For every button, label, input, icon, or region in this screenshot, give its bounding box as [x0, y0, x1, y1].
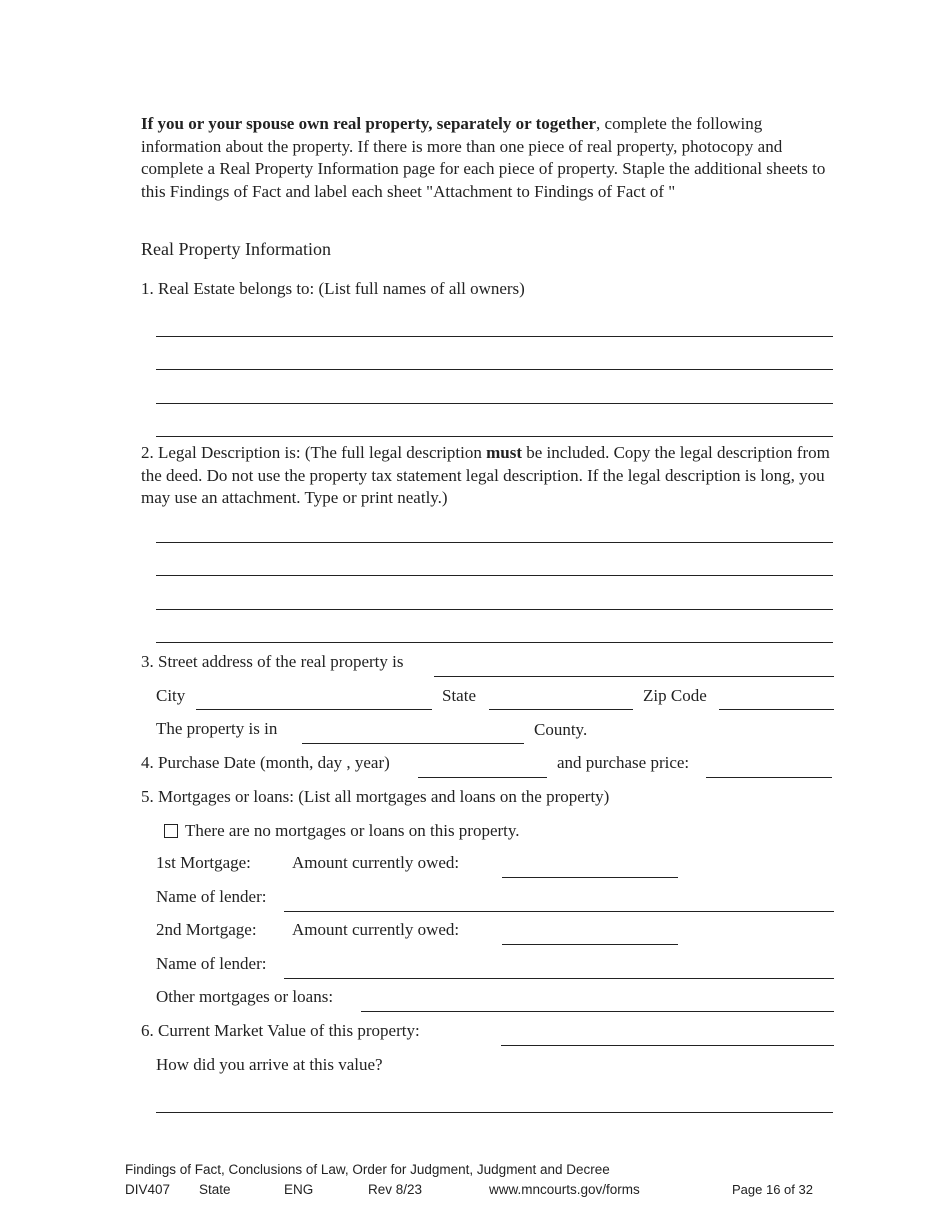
city-label: City	[156, 686, 186, 705]
legal-line-4[interactable]	[156, 642, 833, 643]
state-field[interactable]	[489, 709, 633, 710]
other-loans-field[interactable]	[361, 1011, 834, 1012]
first-lender-field[interactable]	[284, 911, 834, 912]
owners-line-1[interactable]	[156, 336, 833, 337]
footer-state: State	[199, 1182, 231, 1197]
q6-label: 6. Current Market Value of this property:	[141, 1021, 420, 1040]
valuation-method-field[interactable]	[156, 1112, 833, 1113]
second-mortgage-label: 2nd Mortgage:	[156, 920, 257, 939]
second-amount-owed-label: Amount currently owed:	[292, 920, 460, 939]
first-amount-owed-label: Amount currently owed:	[292, 853, 460, 872]
second-lender-field[interactable]	[284, 978, 834, 979]
q3-label: 3. Street address of the real property is	[141, 652, 404, 671]
owners-line-2[interactable]	[156, 369, 833, 370]
county-suffix-label: County.	[534, 720, 588, 739]
q2-text-before: 2. Legal Description is: (The full legal description	[141, 443, 487, 462]
legal-line-1[interactable]	[156, 542, 833, 543]
footer-url: www.mncourts.gov/forms	[489, 1182, 640, 1197]
legal-line-2[interactable]	[156, 575, 833, 576]
purchase-price-label: and purchase price:	[557, 753, 690, 772]
valuation-method-label: How did you arrive at this value?	[156, 1055, 383, 1074]
county-prefix-label: The property is in	[156, 719, 278, 738]
zip-label: Zip Code	[643, 686, 707, 705]
footer-revision: Rev 8/23	[368, 1182, 423, 1197]
q2-label	[141, 442, 831, 510]
footer-title: Findings of Fact, Conclusions of Law, Order for Judgment, Judgment and Decree	[125, 1162, 610, 1177]
no-mortgages-label: There are no mortgages or loans on this property.	[185, 821, 520, 840]
q5-label: 5. Mortgages or loans: (List all mortgages and loans on the property)	[141, 787, 610, 806]
owners-line-3[interactable]	[156, 403, 833, 404]
footer-page-number: Page 16 of 32	[732, 1182, 813, 1197]
first-lender-label: Name of lender:	[156, 887, 267, 906]
zip-field[interactable]	[719, 709, 834, 710]
section-title: Real Property Information	[141, 239, 331, 259]
footer-language: ENG	[284, 1182, 314, 1197]
q2-text-after: be included. Copy the legal description from the deed. Do not use the property tax statement legal description. If the legal description is long, you may use an attachment. Type or print neatly.)	[141, 443, 830, 507]
intro-bold-text: If you or your spouse own real property, separately or together	[141, 114, 597, 133]
intro-paragraph	[141, 113, 831, 203]
street-address-field[interactable]	[434, 676, 834, 677]
purchase-price-field[interactable]	[706, 777, 832, 778]
legal-line-3[interactable]	[156, 609, 833, 610]
q4-label: 4. Purchase Date (month, day , year)	[141, 753, 390, 772]
second-lender-label: Name of lender:	[156, 954, 267, 973]
city-field[interactable]	[196, 709, 432, 710]
purchase-date-field[interactable]	[418, 777, 547, 778]
owners-line-4[interactable]	[156, 436, 833, 437]
footer-form-id: DIV407	[125, 1182, 171, 1197]
first-mortgage-label: 1st Mortgage:	[156, 853, 251, 872]
intro-text: , complete the following information about the property. If there is more than one piece of real property, photocopy and complete a Real Property Information page for each piece of property. Staple the additional sheets to this Findings of Fact and label each sheet "Attachment to Findings of Fact of "	[141, 114, 826, 201]
other-loans-label: Other mortgages or loans:	[156, 987, 334, 1006]
market-value-field[interactable]	[501, 1045, 834, 1046]
second-amount-owed-field[interactable]	[502, 944, 678, 945]
q1-label: 1. Real Estate belongs to: (List full names of all owners)	[141, 279, 525, 298]
no-mortgages-checkbox[interactable]	[164, 824, 178, 838]
first-amount-owed-field[interactable]	[502, 877, 678, 878]
county-field[interactable]	[302, 743, 524, 744]
q2-must: must	[486, 443, 523, 462]
state-label: State	[442, 686, 476, 705]
